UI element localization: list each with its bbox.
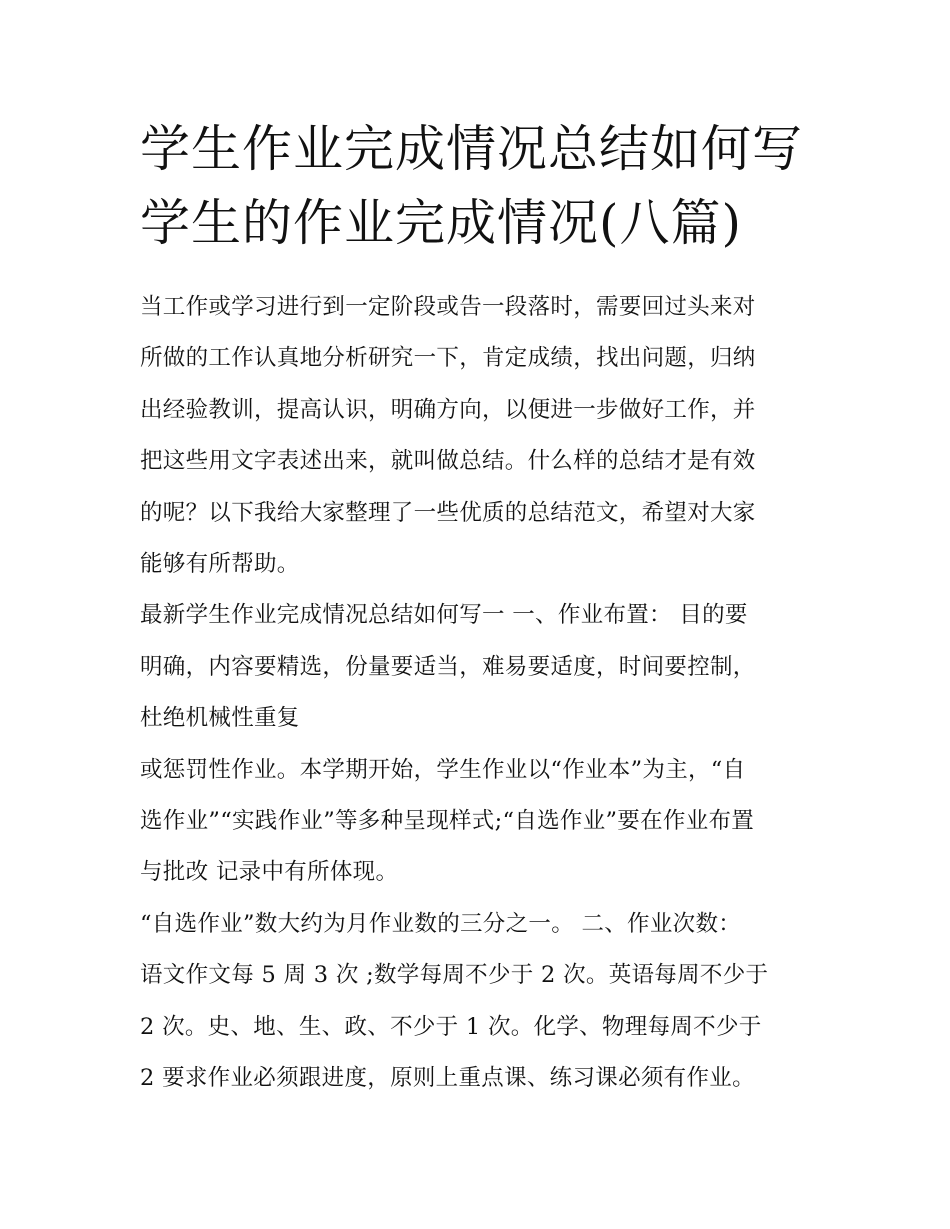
text-line: 杜绝机械性重复 <box>140 705 300 732</box>
document-title <box>140 112 820 260</box>
text-line: 选作业”“实践作业”等多种呈现样式;“自选作业”要在作业布置 <box>140 808 755 835</box>
text-line: 或惩罚性作业。本学期开始，学生作业以“作业本”为主，“自 <box>140 756 746 783</box>
text-line: 明确，内容要精选，份量要适当，难易要适度，时间要控制， <box>140 653 756 680</box>
title-line-2: 学生的作业完成情况(八篇) <box>140 194 743 252</box>
text-line: 与批改 记录中有所体现。 <box>140 859 399 886</box>
text-line: 语文作文每 5 周 3 次 ;数学每周不少于 2 次。英语每周不少于 <box>140 962 769 989</box>
text-line: 的呢？以下我给大家整理了一些优质的总结范文，希望对大家 <box>140 499 756 526</box>
paragraph-assignment-frequency <box>140 899 820 1105</box>
title-line-1: 学生作业完成情况总结如何写 <box>140 120 803 178</box>
text-line: 当工作或学习进行到一定阶段或告一段落时，需要回过头来对 <box>140 294 756 320</box>
paragraph-intro <box>140 282 820 590</box>
text-line: 把这些用文字表述出来，就叫做总结。什么样的总结才是有效 <box>140 448 756 475</box>
paragraph-assignment-layout <box>140 590 820 744</box>
text-line: 能够有所帮助。 <box>140 551 300 578</box>
text-line: 出经验教训，提高认识，明确方向，以便进一步做好工作，并 <box>140 396 756 423</box>
text-line: 2 次。史、地、生、政、不少于 1 次。化学、物理每周不少于 <box>140 1013 762 1040</box>
document-body <box>140 282 820 1105</box>
paragraph-assignment-types <box>140 745 820 899</box>
text-line: 2 要求作业必须跟进度，原则上重点课、练习课必须有作业。 <box>140 1065 755 1092</box>
text-line: “自选作业”数大约为月作业数的三分之一。 二、作业次数： <box>140 910 742 937</box>
text-line: 最新学生作业完成情况总结如何写一 一、作业布置： 目的要 <box>140 602 748 629</box>
text-line: 所做的工作认真地分析研究一下，肯定成绩，找出问题，归纳 <box>140 345 756 372</box>
